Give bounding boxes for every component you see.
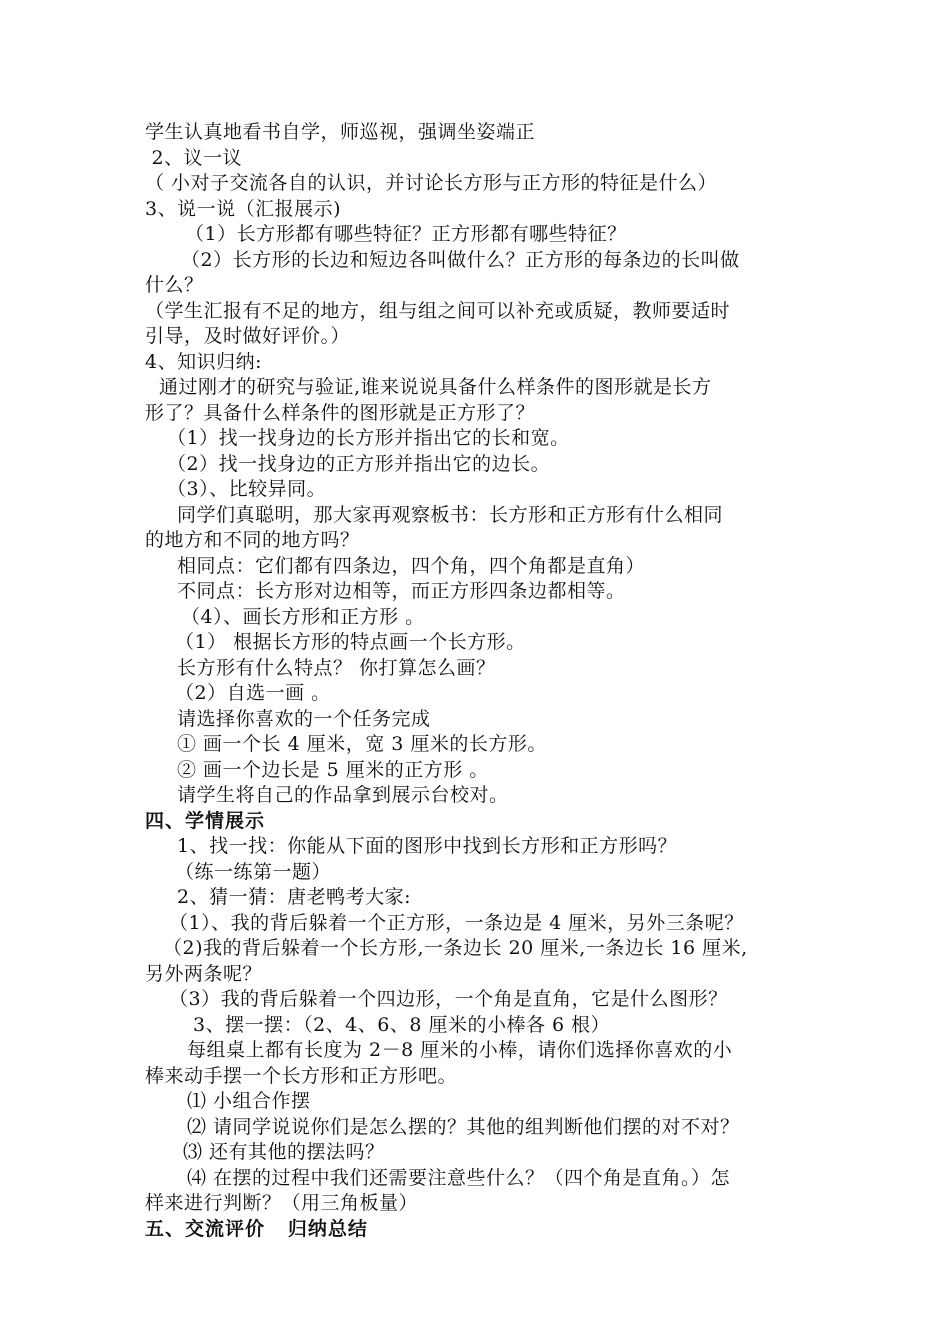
- text-line: 长方形有什么特点？ 你打算怎么画？: [177, 656, 496, 679]
- text-line: 形了？具备什么样条件的图形就是正方形了？: [145, 401, 536, 424]
- section-heading: 四、学情展示: [145, 809, 266, 832]
- text-line: ⑴ 小组合作摆: [187, 1090, 311, 1112]
- text-line: （3）我的背后躲着一个四边形，一个角是直角，它是什么图形？: [169, 988, 728, 1010]
- text-line: 每组桌上都有长度为 2－8 厘米的小棒，请你们选择你喜欢的小: [187, 1039, 733, 1061]
- text-line: 同学们真聪明，那大家再观察板书：长方形和正方形有什么相同: [177, 503, 724, 526]
- text-line: （2）自选一画 。: [175, 682, 331, 704]
- text-line: 样来进行判断？（用三角板量）: [145, 1192, 419, 1214]
- text-line: ② 画一个边长是 5 厘米的正方形 。: [177, 758, 489, 781]
- text-line: 1、找一找：你能从下面的图形中找到长方形和正方形吗？: [177, 835, 678, 857]
- text-line: 请学生将自己的作品拿到展示台校对。: [177, 784, 509, 806]
- text-line: （2）找一找身边的正方形并指出它的边长。: [167, 452, 551, 475]
- text-line: 另外两条呢？: [145, 962, 263, 985]
- text-line: 通过刚才的研究与验证,谁来说说具备什么样条件的图形就是长方: [159, 376, 712, 398]
- text-line: ⑶ 还有其他的摆法吗？: [183, 1141, 385, 1163]
- text-line: （ 小对子交流各自的认识，并讨论长方形与正方形的特征是什么）: [145, 172, 718, 194]
- section-heading: 五、交流评价 归纳总结: [145, 1217, 368, 1240]
- text-line: （2）长方形的长边和短边各叫做什么？正方形的每条边的长叫做: [181, 248, 740, 271]
- text-line: 相同点：它们都有四条边，四个角，四个角都是直角）: [177, 554, 646, 577]
- text-line: ⑵ 请同学说说你们是怎么摆的？其他的组判断他们摆的对不对？: [187, 1115, 740, 1138]
- text-line: （练一练第一题）: [175, 860, 332, 883]
- text-line: 学生认真地看书自学，师巡视，强调坐姿端正: [145, 121, 536, 143]
- text-line: 4、知识归纳:: [145, 350, 262, 373]
- text-line: 棒来动手摆一个长方形和正方形吧。: [145, 1064, 458, 1087]
- text-line: 3、摆一摆：（2、4、6、8 厘米的小棒各 6 根）: [193, 1013, 611, 1036]
- text-line: ⑷ 在摆的过程中我们还需要注意些什么？（四个角是直角。）怎: [187, 1166, 731, 1189]
- text-line: 引导，及时做好评价。）: [145, 325, 351, 347]
- text-line: 请选择你喜欢的一个任务完成: [177, 707, 431, 730]
- text-line: ① 画一个长 4 厘米，宽 3 厘米的长方形。: [177, 733, 547, 755]
- text-line: 2、议一议: [145, 146, 243, 169]
- text-line: （1） 根据长方形的特点画一个长方形。: [175, 631, 526, 653]
- text-line: 3、说一说（汇报展示): [145, 197, 342, 220]
- text-line: （1）长方形都有哪些特征？正方形都有哪些特征？: [185, 223, 627, 245]
- text-line: （1）找一找身边的长方形并指出它的长和宽。: [167, 427, 570, 449]
- text-line: （2)我的背后躲着一个长方形,一条边长 20 厘米,一条边长 16 厘米,: [163, 937, 748, 959]
- text-line: （4）、画长方形和正方形 。: [181, 605, 425, 628]
- text-line: 的地方和不同的地方吗？: [145, 529, 360, 551]
- text-line: （学生汇报有不足的地方，组与组之间可以补充或质疑，教师要适时: [145, 299, 731, 322]
- text-line: 不同点：长方形对边相等，而正方形四条边都相等。: [177, 580, 626, 602]
- text-line: 2、猜一猜：唐老鸭考大家:: [177, 886, 411, 908]
- text-line: 什么？: [145, 274, 204, 296]
- text-line: （1）、我的背后躲着一个正方形，一条边是 4 厘米，另外三条呢？: [169, 911, 744, 934]
- document-body: [145, 120, 825, 1242]
- text-line: （3）、比较异同。: [167, 478, 327, 500]
